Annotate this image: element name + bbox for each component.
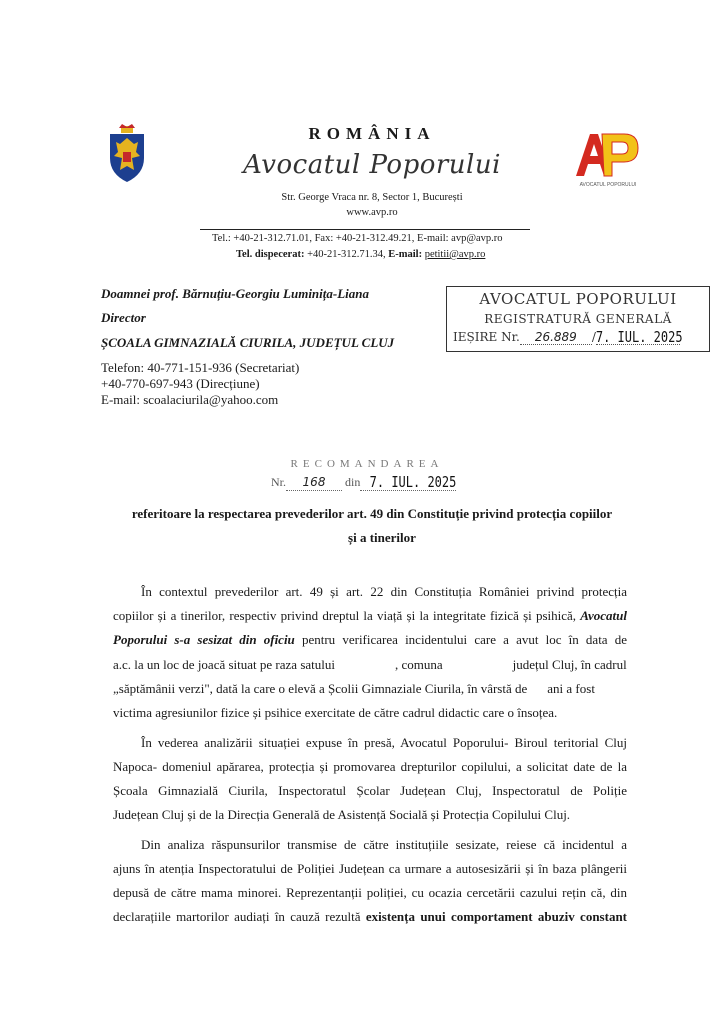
institution-website: www.avp.ro [346,207,398,218]
paragraph-1-line-1: În contextul prevederilor art. 49 și art. 22 din Constituția României privind protecția [141,584,627,599]
paragraph-2-line-3: Școala Gimnazială Ciurila, Inspectoratul Școlar Județean Cluj, Inspectoratul de Poliție [113,783,627,798]
paragraph-2-line-1: În vederea analizării situației expuse în presă, Avocatul Poporului- Biroul teritorial Cluj [141,735,627,750]
paragraph-3-line-3: depusă de către mama minorei. Reprezentanții poliției, cu ocazia cercetării cazului rețin că, din [113,885,627,900]
recommendation-date: 7. IUL. 2025 [369,473,457,491]
paragraph-1-line-3: Poporului s-a sesizat din oficiu pentru verificarea incidentului care a avut loc în data de [113,632,628,647]
header-divider [200,229,530,230]
paragraph-3-line-1: Din analiza răspunsurilor transmise de către instituțiile sesizate, reiese că incidentul a [141,837,627,852]
contact-line-1: Tel.: +40-21-312.71.01, Fax: +40-21-312.49.21, E-mail: avp@avp.ro [212,233,503,244]
document-subtitle-line-2: și a tinerilor [348,530,416,545]
stamp-number: 26.889 [534,330,577,344]
registry-stamp [446,286,710,352]
document-subtitle-line-1: referitoare la respectarea prevederilor art. 49 din Constituție privind protecția copiilor [131,506,613,521]
avocatul-poporului-logo-icon [572,128,644,190]
institution-name: Avocatul Poporului [243,150,501,180]
country-name: ROMÂNIA [308,124,436,143]
paragraph-2-line-4: Județean Cluj și de la Direcția Generală de Asistență Socială și Protecția Copilului Cluj. [113,807,571,822]
contact-line-2 [236,249,485,260]
document-title: RECOMANDAREA [290,458,444,470]
recommendation-number: 168 [302,475,326,489]
addressee-email: E-mail: scoalaciurila@yahoo.com [101,392,279,407]
stamp-exit-label: IEȘIRE Nr. [453,330,520,344]
nr-label: Nr. [271,475,286,489]
paragraph-1-line-4: a.c. la un loc de joacă situat pe raza satului , comuna județul Cluj, în cadrul [113,657,627,672]
addressee-school: ȘCOALA GIMNAZIALĂ CIURILA, JUDEȚUL CLUJ [101,335,395,350]
addressee-phone-1: Telefon: 40-771-151-936 (Secretariat) [101,360,300,375]
logo-caption: AVOCATUL POPORULUI [579,182,637,188]
stamp-date: 7. IUL. 2025 [595,328,683,346]
din-label: din [345,475,361,489]
paragraph-3-line-4: declarațiile martorilor audiați în cauză rezultă existența unui comportament abuziv constant [113,909,628,924]
paragraph-3-line-2: ajuns în atenția Inspectoratului de Poliției Județean ca urmare a autosesizării și în baza plângerii [113,861,627,876]
dispatcher-label: Tel. dispecerat: [236,249,305,260]
institution-address: Str. George Vraca nr. 8, Sector 1, București [281,192,463,203]
paragraph-2-line-2: Napoca- domeniul apărarea, protecția și promovarea drepturilor copilului, a solicitat date de la [113,759,627,774]
paragraph-1-line-5: „săptămânii verzi", dată la care o elevă a Școlii Gimnaziale Ciurila, în vârstă de ani a fost [113,681,595,696]
paragraph-1-line-2: copiilor și a tinerilor, respectiv privind dreptul la viață și la integritate fizică și psihică, Avocatul [113,608,627,623]
addressee-name: Doamnei prof. Bărnuțiu-Georgiu Luminița-Liana [101,286,369,301]
paragraph-1-line-6: victima agresiunilor fizice și psihice exercitate de către cadrul didactic care o însoțea. [113,705,558,720]
stamp-line-3: IEȘIRE Nr. 26.889 /7. IUL. 2025 [453,328,683,346]
addressee-phone-2: +40-770-697-943 (Direcțiune) [101,376,260,391]
petitions-email: petitii@avp.ro [424,249,486,260]
stamp-line-1: AVOCATUL POPORULUI [479,290,677,308]
recommendation-number-line [271,475,456,491]
dispatcher-phone: +40-21-312.71.34, [307,249,386,260]
addressee-role: Director [101,310,146,325]
stamp-line-2: REGISTRATURĂ GENERALĂ [484,312,672,326]
petitions-email-label: E-mail: [388,249,423,260]
